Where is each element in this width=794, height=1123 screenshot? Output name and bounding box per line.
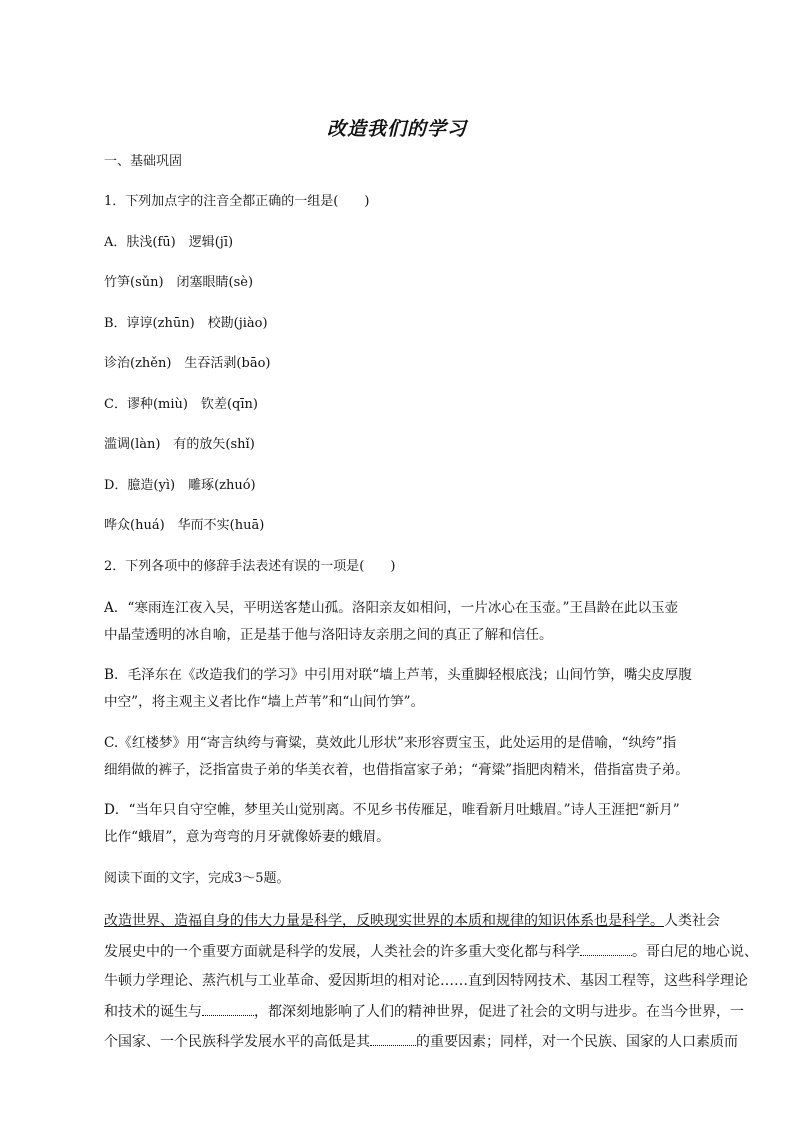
passage-line-2 xyxy=(104,941,758,962)
q1-option-b-line2: 诊治(zhěn) 生吞活剥(bāo) xyxy=(104,356,271,371)
passage-text: ，都深刻地影响了人们的精神世界，促进了社会的文明与进步。在当今世界，一 xyxy=(254,1004,744,1020)
q2-option-d-line2: 比作“蛾眉”，意为弯弯的月牙就像娇妻的蛾眉。 xyxy=(104,829,390,845)
passage-text: 。哥白尼的地心说、 xyxy=(632,944,758,960)
question-2-stem: 2．下列各项中的修辞手法表述有误的一项是( ) xyxy=(104,559,396,574)
q2-option-d-line1: D．“当年只自守空帷，梦里关山觉别离。不见乡书传雁足，唯看新月吐蛾眉。”诗人王涯把“新月” xyxy=(104,802,680,818)
reading-instruction: 阅读下面的文字，完成3～5题。 xyxy=(104,871,290,886)
passage-line-3: 牛顿力学理论、蒸汽机与工业革命、爱因斯坦的相对论……直到因特网技术、基因工程等，这些科学理论 xyxy=(104,973,748,989)
passage-text: 发展史中的一个重要方面就是科学的发展，人类社会的许多重大变化都与科学 xyxy=(104,944,580,960)
fill-blank-1[interactable] xyxy=(580,941,632,956)
q1-option-a-line1: A．肤浅(fū) 逻辑(jī) xyxy=(104,235,234,250)
q1-option-d-line2: 哗众(huá) 华而不实(huā) xyxy=(104,518,265,533)
q1-option-c-line2: 滥调(làn) 有的放矢(shǐ) xyxy=(104,437,255,452)
q1-option-b-line1: B．谆谆(zhūn) 校勘(jiào) xyxy=(104,316,268,331)
q2-option-b-line1: B．毛泽东在《改造我们的学习》中引用对联“墙上芦苇，头重脚轻根底浅；山间竹笋，嘴尖皮厚腹 xyxy=(104,667,692,683)
q2-option-a-line2: 中晶莹透明的冰自喻，正是基于他与洛阳诗友亲朋之间的真正了解和信任。 xyxy=(104,627,553,643)
passage-line-1 xyxy=(104,911,720,931)
passage-text: 个国家、一个民族科学发展水平的高低是其 xyxy=(104,1034,370,1050)
section-heading: 一、基础巩固 xyxy=(104,154,183,169)
passage-line-5 xyxy=(104,1031,738,1052)
q2-option-a-line1: A．“寒雨连江夜入吴，平明送客楚山孤。洛阳亲友如相问，一片冰心在玉壶。”王昌龄在此以玉壶 xyxy=(104,600,679,616)
q1-option-c-line1: C．谬种(miù) 钦差(qīn) xyxy=(104,397,258,412)
question-1-stem: 1．下列加点字的注音全都正确的一组是( ) xyxy=(104,194,370,209)
q2-option-c-line1: C.《红楼梦》用“寄言纨绔与膏粱，莫效此儿形状”来形容贾宝玉，此处运用的是借喻，“纨绔”指 xyxy=(104,735,677,751)
passage-text: 和技术的诞生与 xyxy=(104,1004,202,1020)
q1-option-d-line1: D．臆造(yì) 雕琢(zhuó) xyxy=(104,478,256,493)
passage-line-1-tail: 人类社会 xyxy=(664,913,720,929)
passage-underlined-sentence: 改造世界、造福自身的伟大力量是科学，反映现实世界的本质和规律的知识体系也是科学。 xyxy=(104,913,664,929)
passage-line-4 xyxy=(104,1001,744,1022)
q1-option-a-line2: 竹笋(sǔn) 闭塞眼睛(sè) xyxy=(104,275,254,290)
fill-blank-3[interactable] xyxy=(370,1031,416,1046)
q2-option-c-line2: 细绢做的裤子，泛指富贵子弟的华美衣着，也借指富家子弟；“膏粱”指肥肉精米，借指富贵子弟。 xyxy=(104,762,689,778)
passage-text: 的重要因素；同样，对一个民族、国家的人口素质而 xyxy=(416,1034,738,1050)
fill-blank-2[interactable] xyxy=(202,1001,254,1016)
q2-option-b-line2: 中空”，将主观主义者比作“墙上芦苇”和“山间竹笋”。 xyxy=(104,694,425,710)
page-title: 改造我们的学习 xyxy=(326,118,467,140)
